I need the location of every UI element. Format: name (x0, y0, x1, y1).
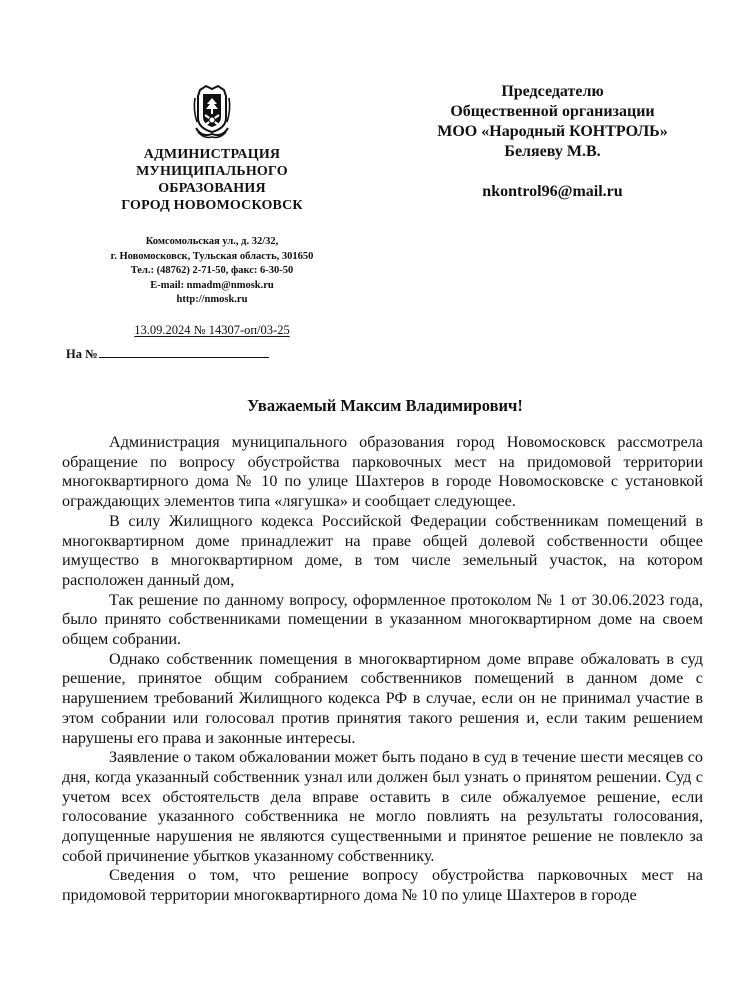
greeting: Уважаемый Максим Владимирович! (247, 396, 523, 415)
org-name-line: АДМИНИСТРАЦИЯ (143, 147, 281, 162)
address-website: http://nmosk.ru (176, 294, 248, 305)
reply-to-field (66, 345, 269, 362)
address-phone: Тел.: (48762) 2-71-50, факс: 6-30-50 (130, 265, 294, 276)
body-paragraph: Заявление о таком обжаловании может быть подано в суд в течение шести месяцев со дня, когда указанный собственник узнал или должен был узнать о принятом решении. Суд с учетом всех обстоятельств дела вправе оставить в силе обжалуемое решение, если голосование указанного собственника не могло повлиять на результаты голосования, допущенные нарушения не являются существенными и принятое решение не повлекло за собой причинение убытков указанному собственнику. (62, 748, 703, 865)
recipient-line: МОО «Народный КОНТРОЛЬ» (437, 123, 668, 140)
address-street: Комсомольская ул., д. 32/32, (145, 236, 279, 247)
org-name-line: МУНИЦИПАЛЬНОГО (136, 164, 288, 179)
reply-to-blank-line (99, 345, 269, 358)
sender-org-name (62, 146, 362, 214)
coat-of-arms-icon (192, 84, 232, 140)
body-paragraph: Однако собственник помещения в многоквартирном доме вправе обжаловать в суд решение, принятое общим собранием собственников помещений в данном доме с нарушением требований Жилищного кодекса РФ в случае, если он не принимал участие в этом собрании или голосовал против принятия такого решения и, если таким решением нарушены его права и законные интересы. (62, 649, 703, 747)
address-city: г. Новомосковск, Тульская область, 301650 (110, 250, 314, 262)
body-paragraph: Так решение по данному вопросу, оформленное протоколом № 1 от 30.06.2023 года, было принято собственниками помещении в указанном многоквартирном доме на своем общем собрании. (62, 590, 703, 649)
recipient-line: Беляеву М.В. (504, 143, 601, 160)
body-paragraph: В силу Жилищного кодекса Российской Федерации собственникам помещений в многоквартирном доме принадлежит на праве общей долевой собственности общее имущество в многоквартирном доме, в том числе земельный участок, на котором расположен данный дом, (62, 511, 703, 589)
reply-to-label: На № (66, 347, 98, 361)
sender-address (62, 235, 362, 308)
recipient-email: nkontrol96@mail.ru (482, 183, 623, 200)
body-paragraph: Администрация муниципального образования город Новомосковск рассмотрела обращение по вопросу обустройства парковочных мест на придомовой территории многоквартирного дома № 10 по улице Шахтеров в городе Новомосковске с установкой ограждающих элементов типа «лягушка» и сообщает следующее. (62, 433, 703, 511)
recipient-line: Общественной организации (450, 103, 655, 120)
body-paragraph: Сведения о том, что решение вопросу обустройства парковочных мест на придомовой территории многоквартирного дома № 10 по улице Шахтеров в городе (62, 866, 703, 905)
registration-number: 13.09.2024 № 14307-оп/03-25 (134, 322, 290, 337)
org-name-line: ГОРОД НОВОМОСКОВСК (121, 198, 303, 213)
org-name-line: ОБРАЗОВАНИЯ (158, 181, 266, 196)
recipient-block (400, 82, 705, 202)
letter-body (62, 433, 703, 906)
sender-letterhead (62, 84, 362, 338)
recipient-line: Председателю (501, 83, 604, 100)
address-email: E-mail: nmadm@nmosk.ru (150, 279, 274, 291)
